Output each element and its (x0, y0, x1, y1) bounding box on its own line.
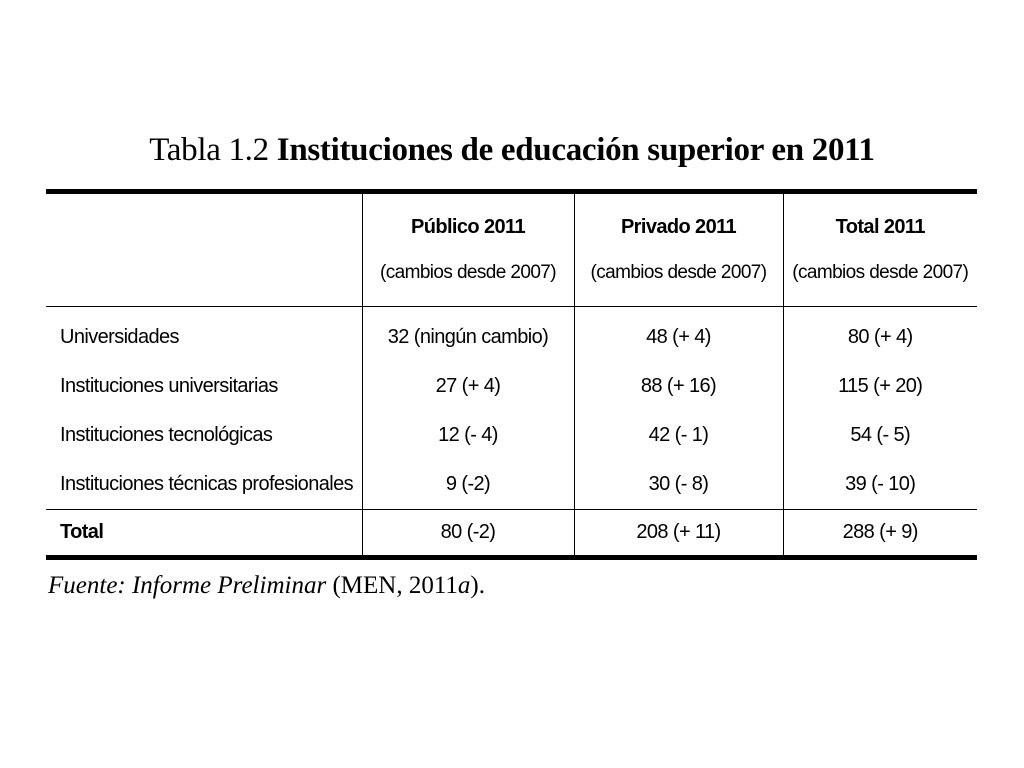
row-label: Universidades (60, 326, 179, 348)
table-row (46, 460, 977, 510)
table-title-text: Instituciones de educación superior en 2011 (276, 132, 875, 168)
total-row (46, 510, 977, 556)
table-cell: 32 (ningún cambio) (362, 307, 574, 363)
table-cell: 30 (- 8) (574, 460, 783, 510)
source-note (48, 572, 485, 600)
total-cell: 80 (-2) (362, 510, 574, 556)
total-cell: 208 (+ 11) (574, 510, 783, 556)
table-cell: 39 (- 10) (783, 460, 977, 510)
table-title (0, 132, 1024, 169)
table-row (46, 362, 977, 411)
column-header-name: Privado 2011 (620, 216, 737, 238)
column-header-name: Total 2011 (835, 216, 925, 238)
table-cell: 9 (-2) (362, 460, 574, 510)
column-header-sub: (cambios desde 2007) (380, 262, 556, 283)
institutions-table (46, 189, 977, 560)
source-citation-end: ). (470, 572, 485, 599)
source-citation-suffix: a (457, 572, 471, 599)
table-cell: 42 (- 1) (574, 411, 783, 460)
table-title-number: Tabla 1.2 (149, 132, 277, 168)
table-cell: 27 (+ 4) (362, 362, 574, 411)
row-label: Instituciones universitarias (60, 375, 278, 397)
column-header-total (783, 194, 977, 307)
row-label: Instituciones técnicas profesionales (60, 473, 354, 495)
column-header-name: Público 2011 (411, 216, 525, 238)
table-cell: 80 (+ 4) (783, 307, 977, 363)
table-cell: 88 (+ 16) (574, 362, 783, 411)
table-cell: 115 (+ 20) (783, 362, 977, 411)
table-row (46, 411, 977, 460)
column-header-public (362, 194, 574, 307)
total-cell: 288 (+ 9) (783, 510, 977, 556)
column-header-private (574, 194, 783, 307)
header-row (46, 194, 977, 307)
source-document: Informe Preliminar (131, 572, 327, 599)
source-citation: (MEN, 2011 (326, 572, 458, 599)
source-label: Fuente: (48, 572, 132, 599)
total-label: Total (46, 510, 362, 556)
table-row (46, 307, 977, 363)
column-header-sub: (cambios desde 2007) (792, 262, 969, 283)
table-cell: 12 (- 4) (362, 411, 574, 460)
column-header-sub: (cambios desde 2007) (590, 262, 767, 283)
row-label: Instituciones tecnológicas (60, 424, 273, 446)
bottom-rule (46, 555, 977, 560)
table-cell: 48 (+ 4) (574, 307, 783, 363)
data-table (46, 194, 977, 555)
header-stub (46, 194, 362, 307)
table-cell: 54 (- 5) (783, 411, 977, 460)
